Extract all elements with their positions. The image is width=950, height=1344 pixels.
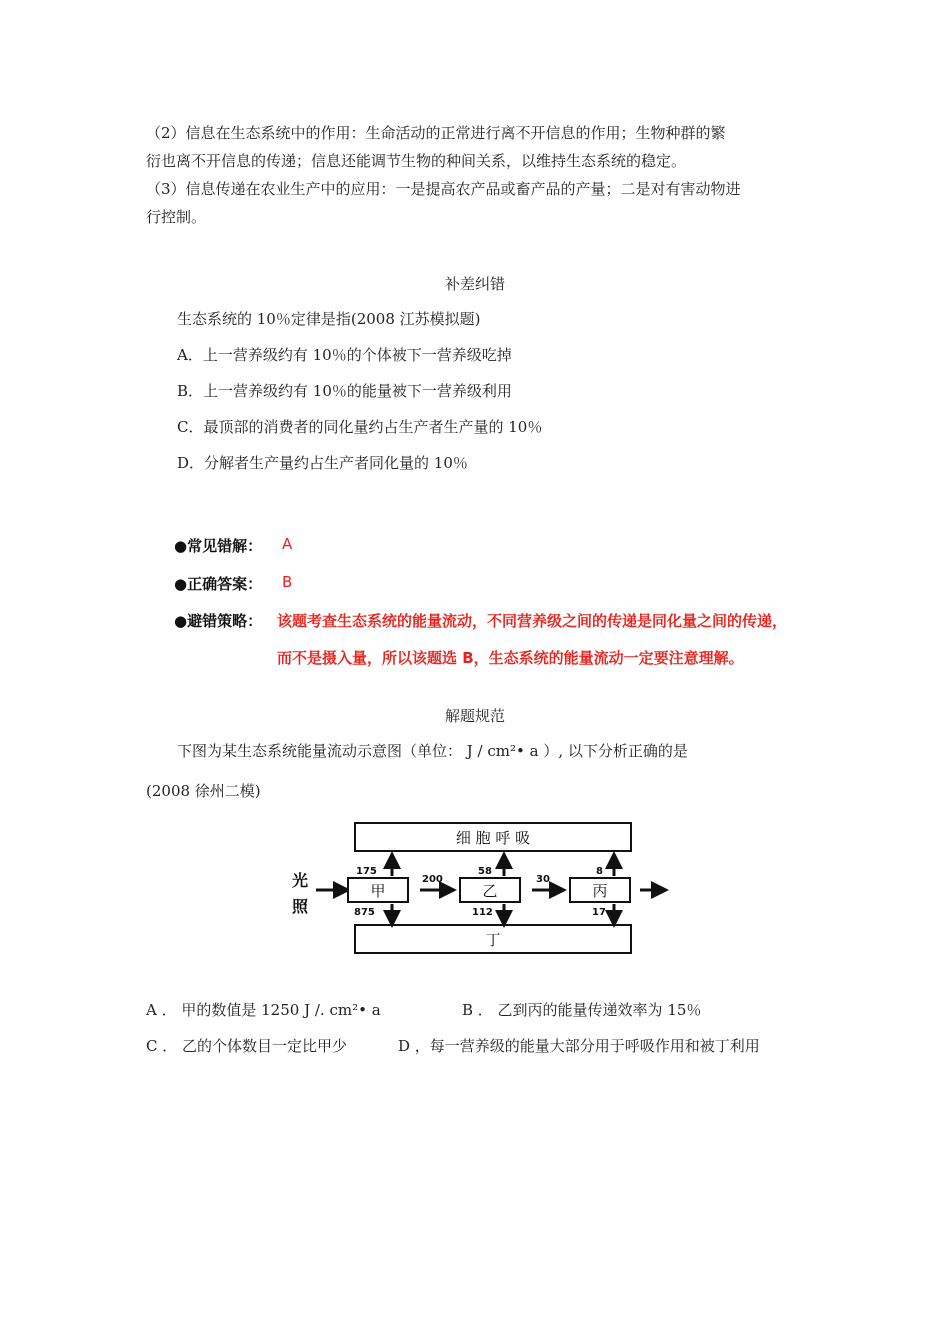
paragraph-3-line1: （3）信息传递在农业生产中的应用：一是提高农产品或畜产品的产量；二是对有害动物进 <box>146 180 741 198</box>
correct-answer-label: ●正确答案： <box>174 575 263 593</box>
section-heading-standard: 解题规范 <box>444 707 505 725</box>
strategy-line1: 该题考查生态系统的能量流动，不同营养级之间的传递是同化量之间的传递， <box>277 612 788 630</box>
question-text: 生态系统的 10％定律是指(2008 江苏模拟题) <box>177 310 481 328</box>
strategy-label: ●避错策略： <box>174 612 263 630</box>
question2-line2: (2008 徐州二模) <box>146 782 261 800</box>
node-bing-label: 丙 <box>592 882 608 900</box>
option2-d: D ，每一营养级的能量大部分用于呼吸作用和被丁利用 <box>398 1037 760 1055</box>
common-error-value: A <box>282 535 293 553</box>
option2-a: A ． 甲的数值是 1250 J /. cm²• a <box>146 1001 381 1019</box>
yi-decomposer-value: 112 <box>472 907 493 918</box>
bing-decomposer-value: 17 <box>592 907 606 918</box>
flow-jia-yi: 200 <box>422 874 443 885</box>
yi-respiration-value: 58 <box>478 866 492 877</box>
section-heading-correction: 补差纠错 <box>444 275 505 293</box>
paragraph-3-line2: 行控制。 <box>146 208 207 226</box>
jia-respiration-value: 175 <box>356 866 377 877</box>
node-yi-label: 乙 <box>482 882 498 900</box>
option-a: A．上一营养级约有 10％的个体被下一营养级吃掉 <box>177 346 512 364</box>
correct-answer-value: B <box>282 573 293 591</box>
strategy-line2: 而不是摄入量，所以该题选 B，生态系统的能量流动一定要注意理解。 <box>277 649 744 667</box>
question2-line1: 下图为某生态系统能量流动示意图（单位： J / cm²• a ）, 以下分析正确的是 <box>177 742 688 760</box>
option2-b: B ． 乙到丙的能量传递效率为 15％ <box>462 1001 702 1019</box>
option2-c: C ． 乙的个体数目一定比甲少 <box>146 1037 348 1055</box>
light-label-1: 光 <box>292 871 309 890</box>
jia-decomposer-value: 875 <box>354 907 375 918</box>
energy-flow-diagram <box>280 818 680 958</box>
option-d: D．分解者生产量约占生产者同化量的 10％ <box>177 454 468 472</box>
bing-respiration-value: 8 <box>596 866 603 877</box>
option-c: C．最顶部的消费者的同化量约占生产者生产量的 10％ <box>177 418 543 436</box>
decomposer-label: 丁 <box>485 931 501 949</box>
respiration-label: 细 胞 呼 吸 <box>455 829 531 847</box>
flow-yi-bing: 30 <box>536 874 550 885</box>
common-error-label: ●常见错解： <box>174 537 263 555</box>
option-b: B．上一营养级约有 10％的能量被下一营养级利用 <box>177 382 512 400</box>
node-jia-label: 甲 <box>370 882 386 900</box>
light-label-2: 照 <box>292 897 309 916</box>
paragraph-2-line2: 衍也离不开信息的传递；信息还能调节生物的种间关系，以维持生态系统的稳定。 <box>146 152 687 170</box>
paragraph-2-line1: （2）信息在生态系统中的作用：生命活动的正常进行离不开信息的作用；生物种群的繁 <box>146 124 726 142</box>
